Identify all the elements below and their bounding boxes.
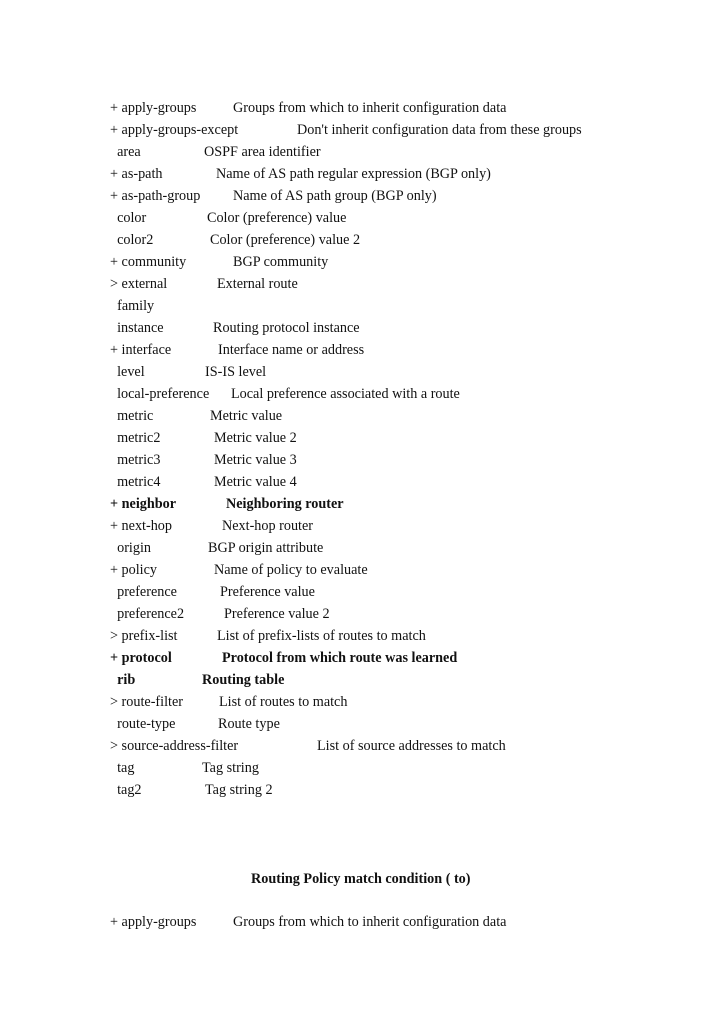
- statement-name: + policy: [110, 562, 158, 578]
- statement-name: metric4: [110, 474, 161, 490]
- statement-description: List of source addresses to match: [317, 738, 506, 754]
- statement-name: color: [110, 210, 147, 226]
- statement-name: metric3: [110, 452, 161, 468]
- statement-name: + as-path: [110, 166, 163, 182]
- section-title-text: Routing Policy match condition ( to): [251, 871, 471, 887]
- statement-description: Metric value 3: [214, 452, 297, 468]
- statement-description: Groups from which to inherit configuration data: [233, 100, 507, 116]
- statement-name: + apply-groups-except: [110, 122, 239, 138]
- statement-name: > route-filter: [110, 694, 183, 710]
- statement-description: Routing table: [202, 672, 285, 688]
- statement-name: area: [110, 144, 141, 160]
- statement-description: Name of AS path group (BGP only): [233, 188, 437, 204]
- statement-name: level: [110, 364, 145, 380]
- statement-name: metric: [110, 408, 154, 424]
- statement-description: Tag string 2: [205, 782, 273, 798]
- statement-description: Local preference associated with a route: [231, 386, 460, 402]
- statement-name: + protocol: [110, 650, 172, 666]
- statement-description: External route: [217, 276, 298, 292]
- statement-name: rib: [110, 672, 136, 688]
- statement-name: > external: [110, 276, 168, 292]
- statement-description: Routing protocol instance: [213, 320, 360, 336]
- statement-name: + as-path-group: [110, 188, 201, 204]
- statement-description: Color (preference) value 2: [210, 232, 361, 248]
- statement-description: Preference value: [220, 584, 315, 600]
- statement-name: metric2: [110, 430, 161, 446]
- statement-description: Tag string: [202, 760, 259, 776]
- statement-name: + interface: [110, 342, 172, 358]
- statement-name: family: [110, 298, 155, 314]
- statement-name: route-type: [110, 716, 176, 732]
- statement-name: tag2: [110, 782, 142, 798]
- statement-description: Name of AS path regular expression (BGP only): [216, 166, 491, 182]
- statement-description: OSPF area identifier: [204, 144, 321, 160]
- statement-name: + apply-groups: [110, 914, 197, 930]
- statement-description: BGP origin attribute: [208, 540, 324, 556]
- statement-name: > source-address-filter: [110, 738, 239, 754]
- statement-name: preference2: [110, 606, 185, 622]
- statement-name: tag: [110, 760, 135, 776]
- statement-name: color2: [110, 232, 154, 248]
- statement-description: Next-hop router: [222, 518, 314, 534]
- statement-description: Protocol from which route was learned: [222, 650, 458, 666]
- statement-name: + community: [110, 254, 187, 270]
- statement-description: Don't inherit configuration data from these groups: [297, 122, 582, 138]
- statement-description: Groups from which to inherit configuration data: [233, 914, 507, 930]
- statement-name: origin: [110, 540, 151, 556]
- statement-name: local-preference: [110, 386, 210, 402]
- statement-description: Preference value 2: [224, 606, 330, 622]
- statement-description: List of routes to match: [219, 694, 348, 710]
- statement-name: instance: [110, 320, 164, 336]
- statement-name: + next-hop: [110, 518, 172, 534]
- statement-name: preference: [110, 584, 177, 600]
- statement-description: Metric value 4: [214, 474, 297, 490]
- statement-description: Route type: [218, 716, 280, 732]
- statement-name: + neighbor: [110, 496, 177, 512]
- statement-description: BGP community: [233, 254, 329, 270]
- statement-description: Metric value: [210, 408, 283, 424]
- statement-description: IS-IS level: [205, 364, 267, 380]
- statement-description: Metric value 2: [214, 430, 297, 446]
- statement-description: Interface name or address: [218, 342, 365, 358]
- statement-description: List of prefix-lists of routes to match: [217, 628, 426, 644]
- statement-description: Neighboring router: [226, 496, 344, 512]
- statement-name: + apply-groups: [110, 100, 197, 116]
- statement-description: Color (preference) value: [207, 210, 347, 226]
- statement-name: > prefix-list: [110, 628, 178, 644]
- statement-description: Name of policy to evaluate: [214, 562, 368, 578]
